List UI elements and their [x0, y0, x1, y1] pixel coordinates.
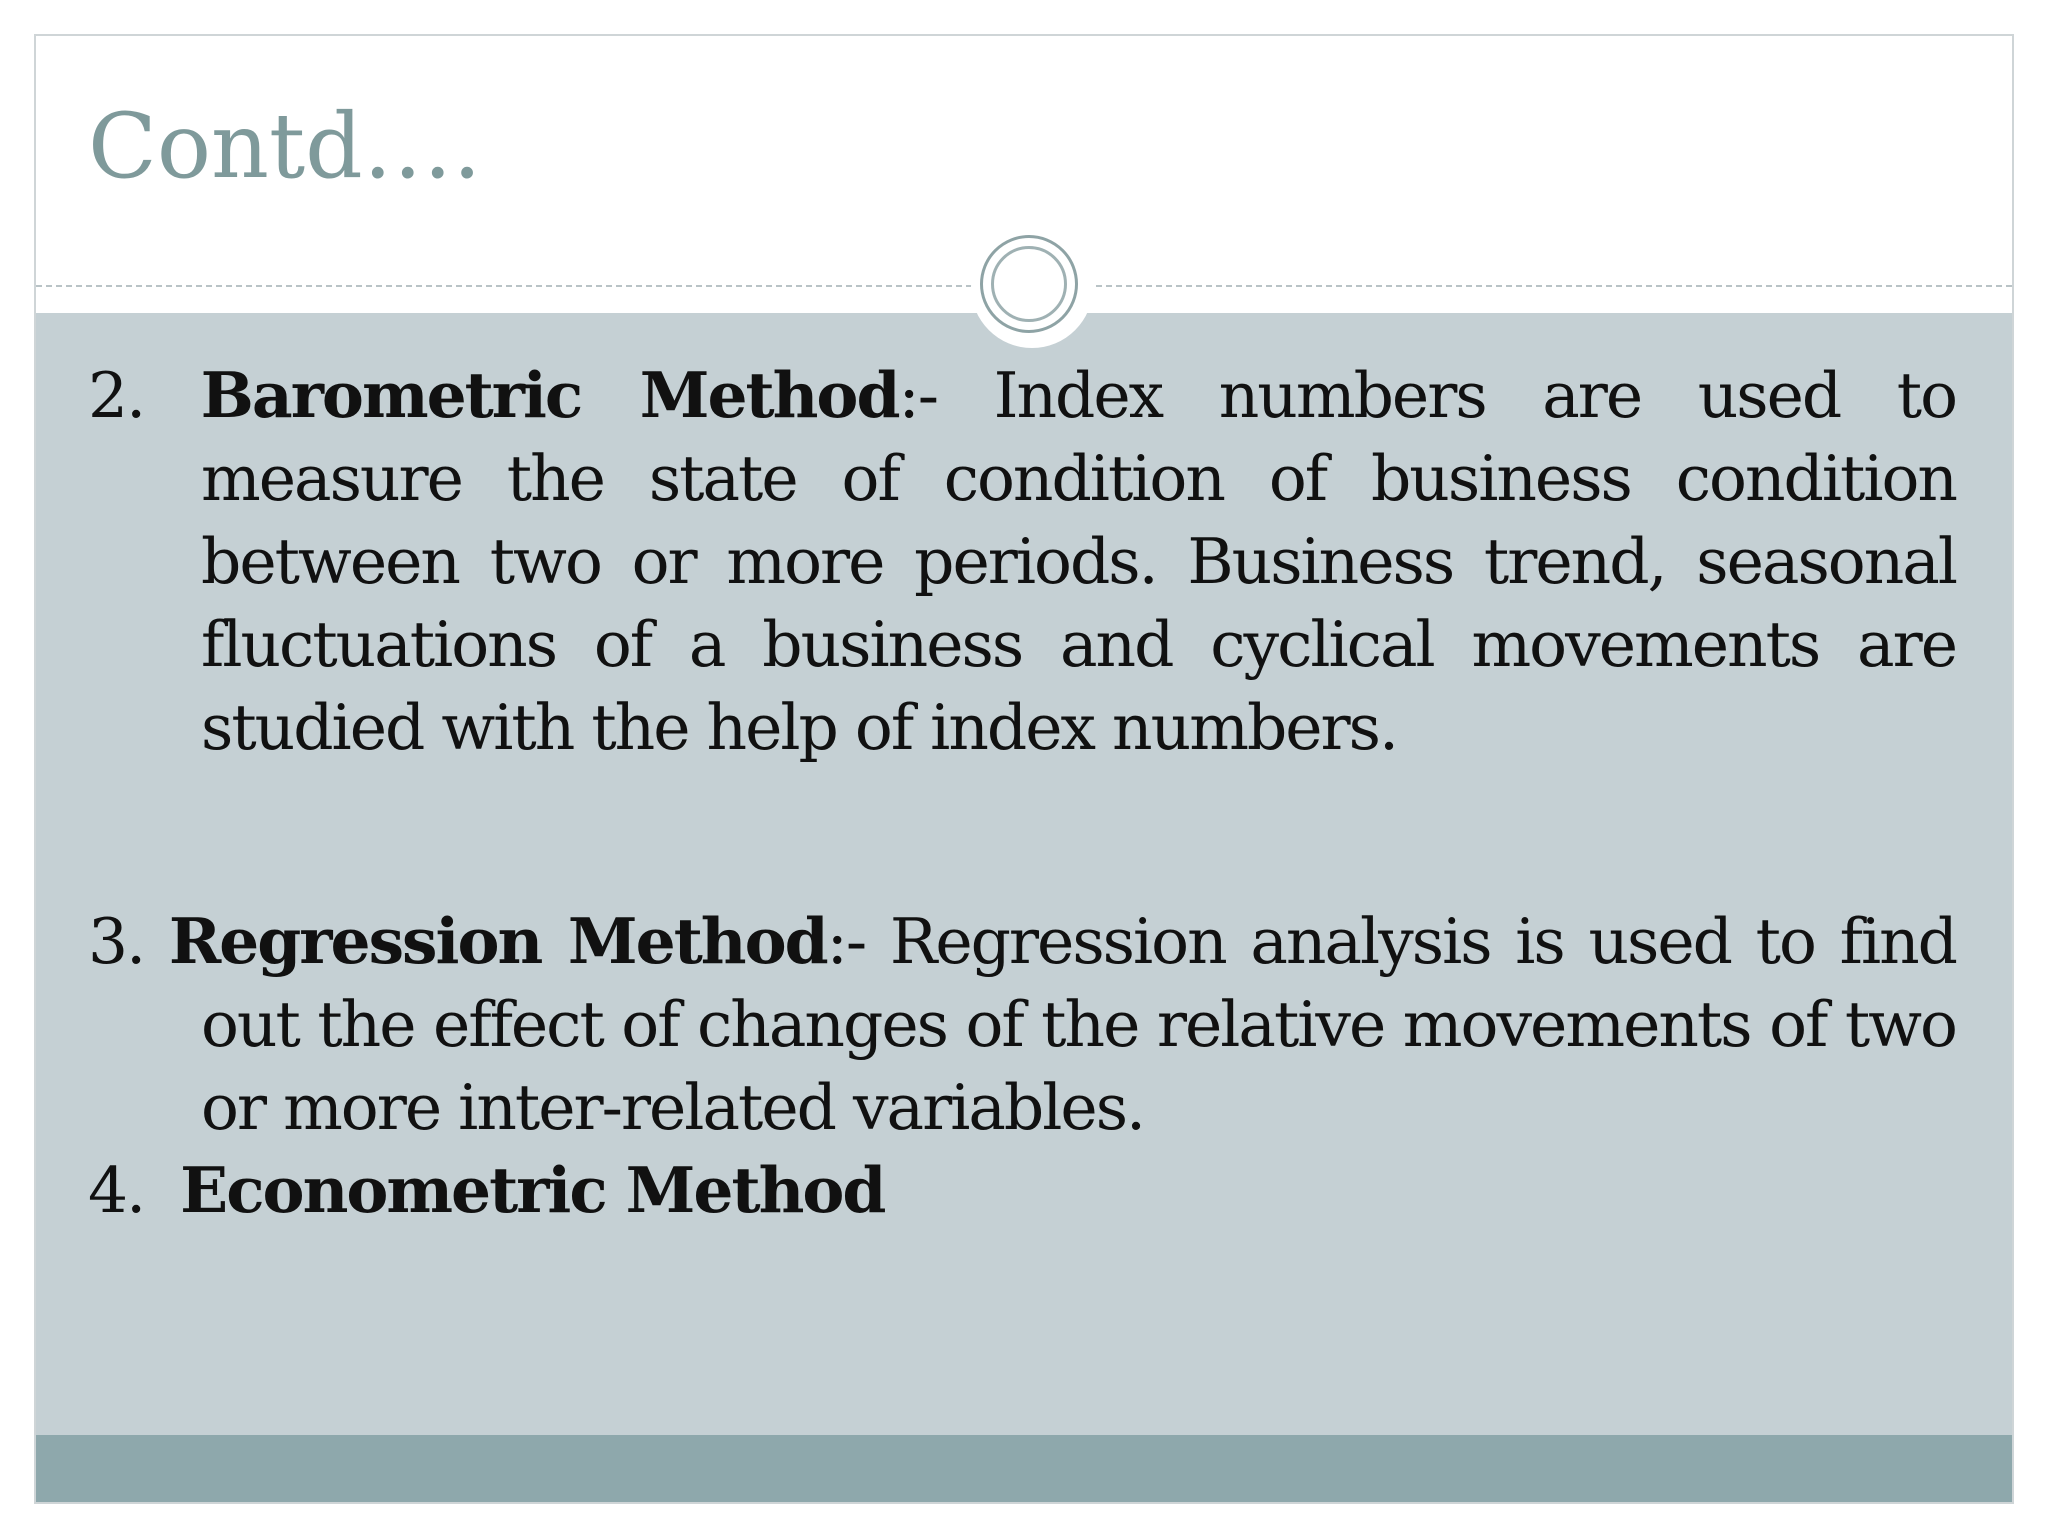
- item-number: 2.: [88, 359, 145, 432]
- double-ring-circle-icon: [971, 226, 1093, 348]
- paragraph-spacer: [88, 769, 1956, 900]
- slide: [34, 34, 2014, 1504]
- ornament-outer-ring: [980, 235, 1078, 333]
- slide-title: Contd….: [88, 94, 482, 199]
- item-number: 4.: [88, 1154, 145, 1227]
- list-item-barometric-method: [88, 354, 1956, 769]
- item-term: Regression Method: [168, 904, 827, 978]
- ornament-inner-ring: [991, 246, 1067, 322]
- item-description: Index numbers are used to measure the state of condition of business condition between two or more periods. Business trend, seasonal fluctuations of a business and cyclical movements are studied with the help of index numbers.: [201, 359, 1956, 764]
- slide-body: [88, 354, 1956, 1232]
- item-description: Regression analysis is used to find out the effect of changes of the relative movements of two or more inter-related variables.: [201, 905, 1956, 1144]
- item-number: 3.: [88, 905, 145, 978]
- list-item-econometric-method: [88, 1149, 1956, 1232]
- item-separator: :-: [898, 359, 938, 432]
- footer-bar: [36, 1435, 2012, 1502]
- item-separator: :-: [826, 905, 866, 978]
- item-term: Econometric Method: [180, 1153, 885, 1227]
- list-item-regression-method: [88, 900, 1956, 1149]
- item-term: Barometric Method: [200, 358, 899, 432]
